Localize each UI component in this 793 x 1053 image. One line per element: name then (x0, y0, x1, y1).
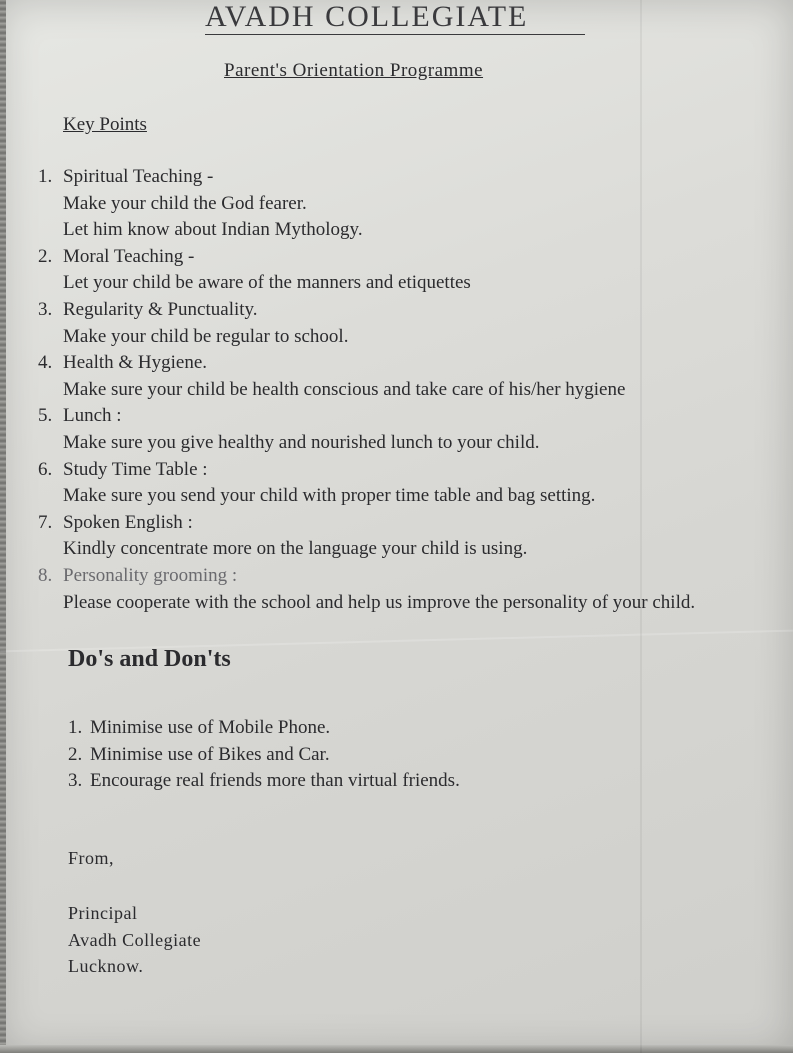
item-text: Minimise use of Mobile Phone. (90, 717, 331, 738)
key-point-8 (38, 563, 778, 590)
point-detail: Please cooperate with the school and help us improve the personality of your child. (63, 591, 696, 613)
item-number: 3. (68, 770, 83, 791)
paper-edge-bottom (0, 1045, 793, 1053)
signatory-institution: Avadh Collegiate (68, 929, 202, 950)
signatory-city: Lucknow. (68, 956, 144, 976)
point-title: Lunch : (63, 405, 122, 427)
key-point-6 (38, 457, 778, 484)
point-title: Health & Hygiene. (63, 352, 208, 374)
point-detail: Let him know about Indian Mythology. (63, 219, 363, 241)
dos-and-donts-heading: Do's and Don'ts (68, 646, 231, 672)
point-title: Personality grooming : (63, 564, 238, 586)
header-underline (205, 34, 585, 35)
point-title: Regularity & Punctuality. (63, 298, 258, 320)
key-point-1 (38, 164, 778, 191)
signatory-designation: Principal (68, 903, 138, 923)
point-number: 1. (38, 166, 53, 187)
from-label: From, (68, 848, 115, 868)
point-detail: Make sure you give healthy and nourished lunch to your child. (63, 431, 540, 453)
key-point-5 (38, 403, 778, 430)
point-number: 8. (38, 564, 53, 586)
point-detail: Kindly concentrate more on the language your child is using. (63, 538, 528, 560)
point-number: 7. (38, 511, 53, 533)
item-number: 1. (68, 717, 83, 738)
key-point-2 (38, 244, 778, 271)
college-name: AVADH COLLEGIATE (205, 0, 529, 33)
point-number: 5. (38, 405, 53, 427)
item-text: Minimise use of Bikes and Car. (90, 743, 330, 765)
key-point-7 (38, 510, 778, 537)
point-title: Moral Teaching - (63, 245, 195, 267)
key-point-4 (38, 350, 778, 377)
key-point-3 (38, 297, 778, 324)
paper-edge-left (0, 0, 6, 1053)
point-number: 4. (38, 352, 53, 374)
point-detail: Make your child the God fearer. (63, 192, 307, 214)
point-detail: Make sure you send your child with proper time table and bag setting. (63, 485, 596, 507)
point-detail: Make sure your child be health conscious and take care of his/her hygiene (63, 378, 626, 400)
key-points-list (38, 164, 778, 616)
point-detail: Make your child be regular to school. (63, 325, 349, 347)
item-text: Encourage real friends more than virtual friends. (90, 770, 460, 791)
key-points-heading: Key Points (63, 114, 147, 135)
point-title: Spiritual Teaching - (63, 166, 214, 187)
signature-block (68, 900, 201, 980)
point-detail: Let your child be aware of the manners and etiquettes (63, 272, 471, 294)
point-title: Study Time Table : (63, 458, 208, 480)
list-item (68, 768, 460, 795)
page-subtitle: Parent's Orientation Programme (224, 60, 484, 81)
list-item (68, 742, 460, 769)
item-number: 2. (68, 743, 83, 765)
dos-and-donts-list (68, 715, 460, 795)
point-title: Spoken English : (63, 511, 193, 533)
point-number: 3. (38, 298, 53, 320)
list-item (68, 715, 460, 742)
point-number: 6. (38, 458, 53, 480)
point-number: 2. (38, 245, 53, 267)
